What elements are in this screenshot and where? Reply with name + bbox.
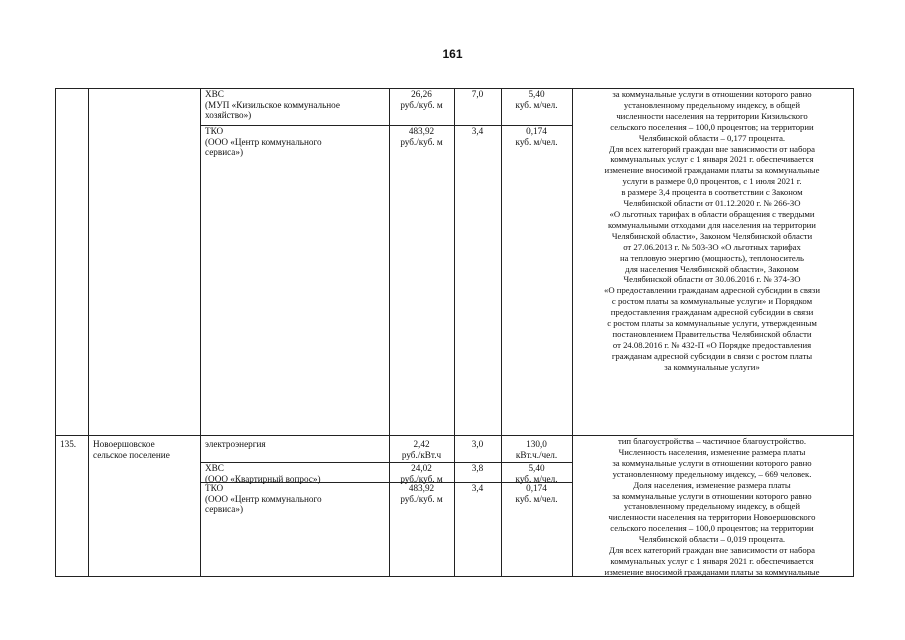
table-border-right — [853, 88, 854, 576]
note-text: тип благоустройства – частичное благоустройство. Численность населения, изменение размера платы за коммунальные услуги в отношении которого равно установленному предельному индексу, – 669 человек. Доля населения, изменение размера платы за коммунальные услуги в отношении которого равно установленному предельному индексу, в общей численности населения на территории Новоершовского сельского поселения – 100,0 процентов; на территории Челябинской области – 0,019 процента. Для всех категорий граждан вне зависимости от набора коммунальных услуг с 1 января 2021 г. обеспечивается изменение вносимой гражданами платы за коммунальные — [604, 436, 820, 577]
table-border-left — [55, 88, 56, 576]
volume-value: 5,40 куб. м/чел. — [515, 89, 558, 110]
volume-value: 130,0 кВт.ч./чел. — [515, 439, 558, 460]
service-name: ХВС (МУП «Кизильское коммунальное хозяйство») — [205, 89, 340, 121]
index-value: 3,8 — [471, 463, 484, 473]
volume-value: 0,174 куб. м/чел. — [515, 483, 558, 504]
settlement-name: Новоершовское сельское поселение — [93, 439, 170, 460]
row-number: 135. — [60, 439, 77, 449]
index-value: 7,0 — [471, 89, 484, 99]
col-divider-2 — [200, 88, 201, 576]
service-name: электроэнергия — [205, 439, 266, 449]
tariff-value: 2,42 руб./кВт.ч — [401, 439, 442, 460]
tariff-value: 483,92 руб./куб. м — [400, 126, 443, 147]
index-value: 3,4 — [471, 483, 484, 493]
service-name: ТКО (ООО «Центр коммунального сервиса») — [205, 126, 322, 158]
note-text: за коммунальные услуги в отношении которого равно установленному предельному индексу, в общей численности населения на территории Кизильского сельского поселения – 100,0 процентов; на территории Челябинской области – 0,177 процента. Для всех категорий граждан вне зависимости от набора коммунальных услуг с 1 января 2021 г. обеспечивается изменение вносимой гражданами платы за коммунальные услуги в размере 0,0 процентов, с 1 июля 2021 г. в размере 3,4 процента в соответствии с Законом Челябинской области от 01.12.2020 г. № 266-ЗО «О льготных тарифах в области обращения с твердыми коммунальными отходами для населения на территории Челябинской области», Законом Челябинской области от 27.06.2013 г. № 503-ЗО «О льготных тарифах на тепловую энергию (мощность), теплоноситель для населения Челябинской области», Законом Челябинской области от 30.06.2016 г. № 374-ЗО «О предоставлении гражданам адресной субсидии в связи с ростом платы за коммунальные услуги» и Порядком предоставления гражданам адресной субсидии в связи с ростом платы за коммунальные услуги, утвержденным постановлением Правительства Челябинской области от 24.08.2016 г. № 432-П «О Порядке предоставления гражданам адресной субсидии в связи с ростом платы за коммунальные услуги» — [604, 89, 820, 372]
service-name: ХВС (ООО «Квартирный вопрос») — [205, 463, 321, 484]
tariff-value: 24,02 руб./куб. м — [400, 463, 443, 484]
col-divider-1 — [88, 88, 89, 576]
page-number: 161 — [442, 47, 463, 61]
service-name: ТКО (ООО «Центр коммунального сервиса») — [205, 483, 322, 515]
index-value: 3,0 — [471, 439, 484, 449]
volume-value: 0,174 куб. м/чел. — [515, 126, 558, 147]
tariff-value: 483,92 руб./куб. м — [400, 483, 443, 504]
index-value: 3,4 — [471, 126, 484, 136]
volume-value: 5,40 куб. м/чел. — [515, 463, 558, 484]
tariff-value: 26,26 руб./куб. м — [400, 89, 443, 110]
col-divider-4 — [454, 88, 455, 576]
